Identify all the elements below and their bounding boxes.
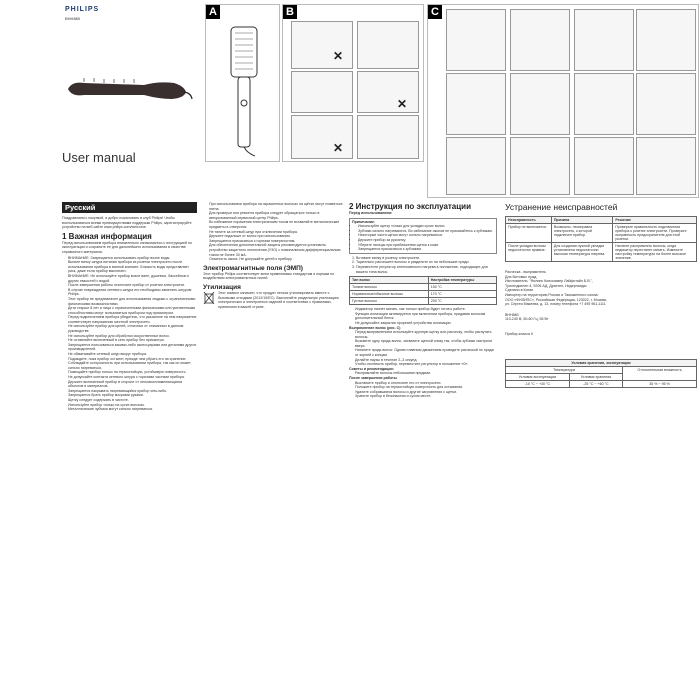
table-header: Настройка температуры xyxy=(428,277,496,284)
list-item: • Запрещается накрывать нагревающийся прибор чем-либо. xyxy=(68,389,197,394)
section-2-heading: 2 Инструкция по эксплуатации xyxy=(349,202,472,211)
figure-c11 xyxy=(574,137,634,195)
list-item: • Держите подальше от волос при использовании. xyxy=(209,234,343,239)
list-item: • Не допускайте контакта сетевого шнура с горячими частями прибора. xyxy=(68,375,197,380)
figure-b4 xyxy=(357,71,419,113)
list-item: • Этот прибор не предназначен для использования людьми с ограниченными физическими возможностями. xyxy=(68,297,197,306)
table-header: Причина xyxy=(551,217,613,224)
table-cell: -25 °C ~ +60 °C xyxy=(569,380,622,387)
column-4 xyxy=(505,202,697,696)
conditions-table xyxy=(505,359,697,388)
list-item: • Запрещается брать прибор мокрыми руками. xyxy=(68,393,197,398)
figure-b6 xyxy=(357,115,419,159)
panel-label-b: B xyxy=(283,5,297,19)
list-item: • Не допускайте закрытия прорезей устройства ионизации. xyxy=(355,321,497,326)
emf-heading: Электромагнитные поля (ЭМП) xyxy=(203,264,303,272)
list-item: • Не используйте прибор для обработки искусственных волос. xyxy=(68,334,197,339)
table-header: Тип волос xyxy=(350,277,429,284)
temperature-label: Температура xyxy=(506,366,623,373)
list-item: • Не оставляйте включенный в сеть прибор без присмотра. xyxy=(68,338,197,343)
list-item: • Используйте прибор только на сухих волосах. xyxy=(68,403,197,408)
table-cell: После укладки волосы недостаточно прямые. xyxy=(506,243,552,262)
list-item: • Делайте паузы в течение 2–3 секунд. xyxy=(355,358,497,363)
figure-c1 xyxy=(446,9,506,71)
list-item: • Металлические зубчики могут сильно нагреваться. xyxy=(68,407,197,412)
table-cell: Густые волосы xyxy=(350,298,429,305)
list-item: • Во избежание поражения электрическим током не вставляйте металлические предметы в отверстия. xyxy=(209,220,343,229)
table-header: Относительная влажность xyxy=(623,366,697,380)
company-line: Импортер на территорию России и Таможенного союза: xyxy=(505,292,599,297)
spec-line: BHH880 xyxy=(505,312,519,317)
figure-c4 xyxy=(636,9,696,71)
list-item: • ВНИМАНИЕ: Не используйте прибор возле ванн, душевых, бассейнов и других емкостей с водой. xyxy=(68,274,197,283)
list-item: • Запрещается прикасаться к зубчикам. xyxy=(358,247,494,252)
subheading: Выпрямление волос (рис. C) xyxy=(349,325,401,330)
list-item: • При использовании прибора на окрашенных волосах на щётке могут появиться пятна. xyxy=(209,202,343,211)
note-heading: Примечание. xyxy=(352,219,376,224)
temperature-table xyxy=(349,276,497,305)
panel-label-c: C xyxy=(428,5,442,19)
list-item: • Для обеспечения дополнительной защиты рекомендуется установить устройство защитного отключения (УЗО) с номинальным дифференциальным током не более 30 мА. xyxy=(209,243,343,257)
figure-b5 xyxy=(291,115,353,159)
steps-list xyxy=(349,256,497,274)
company-line: Изготовитель: "Филипс Консьюмер Лайфстайл Б.В.", xyxy=(505,279,593,284)
list-item: • Используйте щетку только для укладки сухих волос. xyxy=(358,224,494,229)
table-row xyxy=(506,380,697,387)
company-info xyxy=(505,270,697,307)
title-area xyxy=(62,150,202,165)
spec-info xyxy=(505,313,697,322)
company-line: Расческа - выпрямитель xyxy=(505,270,546,274)
manual-title: User manual xyxy=(62,150,136,165)
table-row xyxy=(350,298,497,305)
brand-logo: PHILIPS xyxy=(65,6,100,13)
section-3-heading: Устранение неисправностей xyxy=(505,202,618,212)
table-cell: 150 °C xyxy=(428,284,496,291)
table-header: Неисправность xyxy=(506,217,552,224)
table-cell: 35 % ~ 95 % xyxy=(623,380,697,387)
list-item: • Не обматывайте сетевой шнур вокруг прибора. xyxy=(68,352,197,357)
list-item: • Запрещается прикасаться к горячим поверхностям. xyxy=(209,239,343,244)
table-header: Условия эксплуатации xyxy=(506,373,570,380)
list-item: • Натяните прядь волос. Одним плавным движением проведите расческой по пряди от корней к концам. xyxy=(355,348,497,357)
list-item: • Дети старше 8 лет и лица с ограниченными физическими или умственными способностями могут пользоваться прибором под присмотром. xyxy=(68,306,197,315)
list-item: • Не используйте прибор для целей, отличных от описанных в данном руководстве. xyxy=(68,324,197,333)
company-line: ул. Сергея Макеева, д. 13, номер телефона +7 495 961-1111 xyxy=(505,302,606,307)
list-item: • Подождите, пока прибор остынет, прежде чем убрать его на хранение. xyxy=(68,357,197,362)
list-item: • Зубчики сильно нагреваются. Во избежание ожогов не прикасайтесь к зубчикам. xyxy=(358,229,494,234)
list-item: • Соблюдайте осторожность при использовании прибора, так как он может сильно нагреваться. xyxy=(68,361,197,370)
figure-c10 xyxy=(510,137,570,195)
list-item: • Выньте вилку шнура питания прибора из розетки электросети после использования прибора в ванной комнате. Близость воды представляет риск, даже если прибор выключен. xyxy=(68,260,197,274)
spec-line: 110-240 В; 50-60 Гц; 55 Вт xyxy=(505,317,549,322)
subheading: После завершения работы xyxy=(349,376,397,381)
table-cell: Проверьте правильность подключения прибора к розетке электросети. Проверьте исправность предохранителя для этой розетки. xyxy=(613,224,697,243)
column-2 xyxy=(203,202,343,696)
list-item: • Храните прибор в безопасном и сухом месте. xyxy=(355,394,497,399)
list-item: • Не тяните за сетевой шнур при отключении прибора. xyxy=(209,230,343,235)
list-item: • Удалите собравшиеся волосы и другие загрязнения с щетки. xyxy=(355,390,497,395)
table-cell: Возможно, неисправна электросеть, к которой подключен прибор. xyxy=(551,224,613,243)
brush-product-image xyxy=(64,59,194,119)
prohibited-icon: ✕ xyxy=(333,49,344,63)
list-item: • Функция ионизации активируется при включении прибора, придавая волосам дополнительный блеск. xyxy=(355,312,497,321)
figure-c12 xyxy=(636,137,696,195)
figure-c7 xyxy=(574,73,634,135)
table-row xyxy=(350,291,497,298)
disposal-text: Этот символ означает, что продукт нельзя утилизировать вместе с бытовыми отходами (2012/19/ЕС). Выполняйте раздельную утилизацию электрических и электронных изделий в соответствии с правилами, принятыми в вашей стране. xyxy=(218,290,339,309)
figure-c6 xyxy=(510,73,570,135)
figure-b2 xyxy=(357,21,419,69)
figure-c9 xyxy=(446,137,506,195)
table-row xyxy=(506,224,697,243)
model-number: BHH880 xyxy=(65,16,81,21)
protection-class: Прибор класса II xyxy=(505,331,533,336)
table-header: Условия хранения xyxy=(569,373,622,380)
list-item: • Помещайте прибор только на термостойкую, устойчивую поверхность. xyxy=(68,370,197,375)
prohibited-icon-3: ✕ xyxy=(333,141,344,155)
figure-panel-a xyxy=(205,4,280,162)
list-item: • Держите включенный прибор в стороне от легковоспламеняющихся объектов и материалов. xyxy=(68,380,197,389)
table-cell: Для создания нужной укладки установлена недостаточно высокая температура нагрева. xyxy=(551,243,613,262)
note-list xyxy=(352,224,494,252)
list-item: • Положите прибор на термостойкую поверхность для остывания. xyxy=(355,385,497,390)
subheading: Советы и рекомендации: xyxy=(349,366,394,371)
figure-c8 xyxy=(636,73,696,135)
intro-text: Поздравляем с покупкой, и добро пожаловать в клуб Philips! Чтобы воспользоваться всеми преимуществами поддержки Philips, зарегистрируйте устройство на веб-сайте www.philips.com/welcome. xyxy=(62,216,192,230)
warning-list-continued xyxy=(203,202,343,262)
list-item: • Некоторые части щетки могут сильно нагреваться. xyxy=(358,233,494,238)
list-item: • Перед подключением прибора убедитесь, что указанное на нем напряжение соответствует напряжению местной электросети. xyxy=(68,315,197,324)
before-use-label: Перед использованием: xyxy=(349,211,393,215)
figure-c5 xyxy=(446,73,506,135)
list-item: • Распрямляйте волосы небольшими прядями. xyxy=(355,371,497,376)
table-row xyxy=(350,284,497,291)
language-header: Русский xyxy=(62,202,197,213)
figure-panel-c xyxy=(427,4,699,198)
company-line: Для бытовых нужд xyxy=(505,274,537,279)
note-box xyxy=(349,218,497,254)
troubleshooting-table xyxy=(505,216,697,262)
wheelie-bin-icon xyxy=(203,291,215,305)
company-line: ООО «ФИЛИПС», Российская Федерация, 123022, г. Москва, xyxy=(505,297,607,302)
company-line: Туссендиепен 4, 9206 АД, Драхтен, Нидерланды xyxy=(505,283,587,288)
list-item: • Опасность ожога. Не допускайте детей к прибору. xyxy=(209,257,343,262)
figure-panel-b xyxy=(282,4,424,162)
figure-b1 xyxy=(291,21,353,69)
emf-text: Этот прибор Philips соответствует всем применимым стандартам и нормам по воздействию электромагнитных полей. xyxy=(203,271,335,281)
list-item: • Возьмите одну прядь волос, захватите щеткой снизу так, чтобы зубчики смотрели вверх. xyxy=(355,339,497,348)
usage-list xyxy=(349,307,497,399)
warning-list xyxy=(62,256,197,412)
table-row xyxy=(506,243,697,262)
list-item: • Перед выпрямлением используйте крупную щетку или расческу, чтобы распутать волосы. xyxy=(355,330,497,339)
list-item: • Выключите прибор и отключите его от электросети. xyxy=(355,381,497,386)
list-item: • Щетку следует содержать в чистоте. xyxy=(68,398,197,403)
list-item: • Чтобы отключить прибор, переместите регулятор в положение «0». xyxy=(355,362,497,367)
cover-panel xyxy=(62,4,195,149)
disposal-heading: Утилизация xyxy=(203,283,241,291)
table-cell: 170 °C xyxy=(428,291,496,298)
table-cell: Начните распрямлять волосы, когда индикатор перестанет мигать. Измените настройку температуры на более высокое значение. xyxy=(613,243,697,262)
figure-c2 xyxy=(510,9,570,71)
step-item: 3. Переместите регулятор интенсивности нагрева в положение, подходящее для вашего типа волос. xyxy=(356,265,497,274)
step-item: 1. Вставьте вилку в розетку электросети. xyxy=(356,256,497,261)
column-3 xyxy=(349,202,497,696)
table-cell: 200 °C xyxy=(428,298,496,305)
list-item: • В случае повреждения сетевого шнура его необходимо заменить шнуром Philips. xyxy=(68,288,197,297)
list-item: • Уберите пальцы при приближении щетки к коже. xyxy=(358,243,494,248)
list-item: • Держите прибор за рукоятку. xyxy=(358,238,494,243)
column-1 xyxy=(62,202,197,696)
conditions-title: Условия хранения, эксплуатации xyxy=(506,359,697,366)
brush-diagram xyxy=(211,23,275,158)
list-item: • Запрещается пользоваться какими-либо аксессуарами или деталями других производителей. xyxy=(68,343,197,352)
company-line: Сделано в Китае xyxy=(505,288,534,293)
table-header: Решение xyxy=(613,217,697,224)
list-item: • После завершения работы отключите прибор от розетки электросети. xyxy=(68,283,197,288)
list-item: • ВНИМАНИЕ: Запрещается использовать прибор возле воды. xyxy=(68,256,197,261)
table-cell: Прибор не включается. xyxy=(506,224,552,243)
prohibited-icon-2: ✕ xyxy=(397,97,408,111)
section-1-text: Перед использованием прибора внимательно ознакомьтесь с инструкцией по эксплуатации и сохраните ее для дальнейшего использования в качестве справочного материала. xyxy=(62,240,193,254)
list-item: • Индикатор начнет мигать, как только прибор будет готов к работе. xyxy=(355,307,497,312)
list-item: • Для проверки или ремонта прибора следует обращаться только в авторизованный сервисный центр Philips. xyxy=(209,211,343,220)
figure-c3 xyxy=(574,9,634,71)
panel-label-a: A xyxy=(206,5,220,19)
table-cell: Тонкие волосы xyxy=(350,284,429,291)
figure-b3 xyxy=(291,71,353,113)
step-item: 2. Тщательно расчешите волосы и разделите их на небольшие пряди. xyxy=(356,260,497,265)
section-1-heading: 1 Важная информация xyxy=(62,231,152,241)
table-cell: Нормальные/обычные волосы xyxy=(350,291,429,298)
table-cell: -10 °C ~ +30 °C xyxy=(506,380,570,387)
